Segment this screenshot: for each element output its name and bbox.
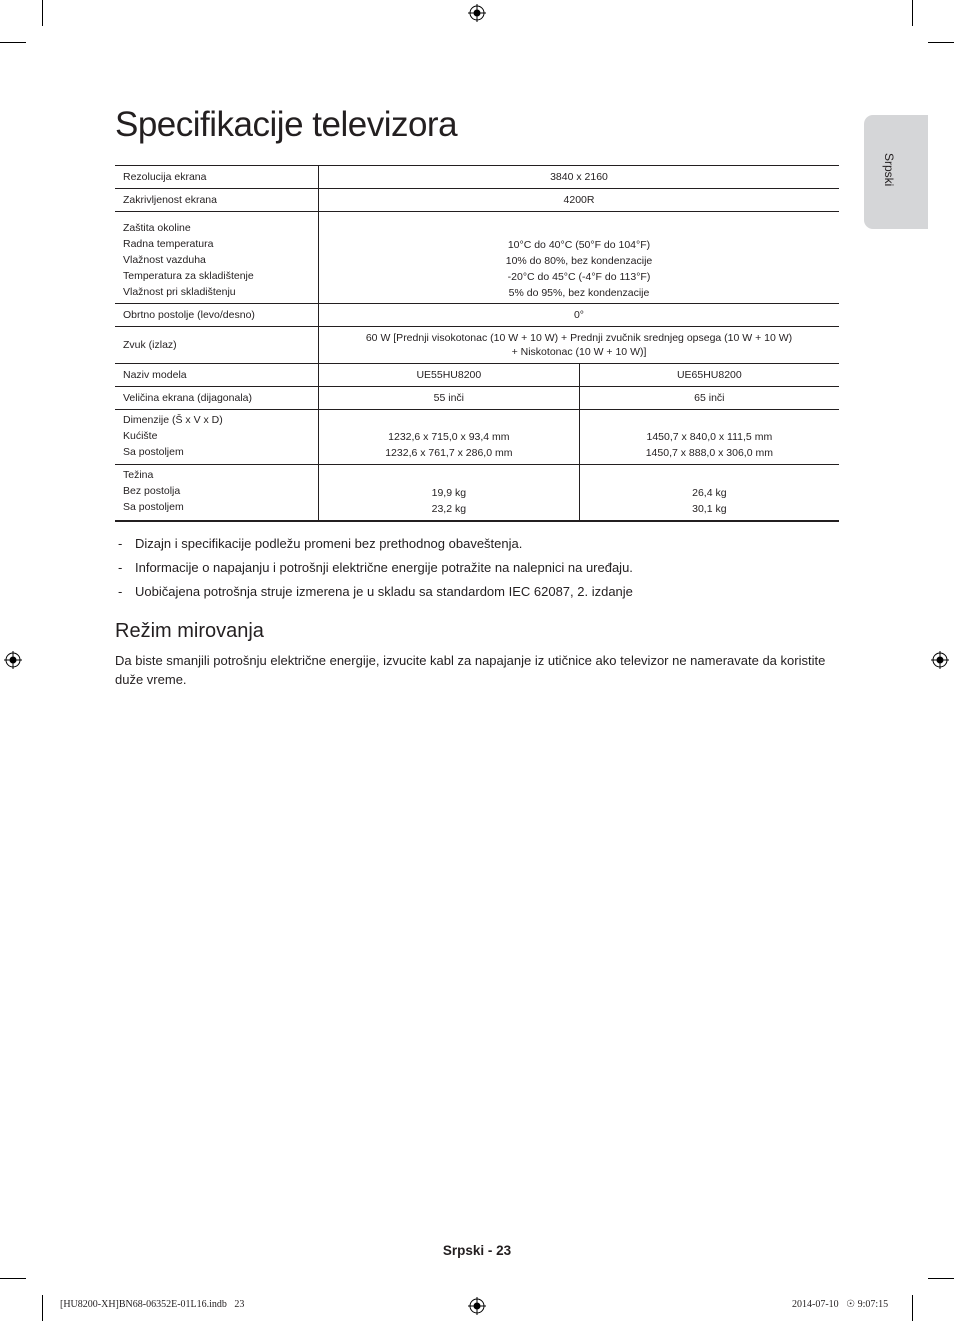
row-value-group bbox=[319, 410, 580, 465]
notes-list bbox=[115, 534, 845, 606]
row-label-group bbox=[115, 410, 319, 465]
registration-mark-icon bbox=[468, 1297, 486, 1315]
list-item bbox=[115, 558, 845, 582]
table-row bbox=[115, 465, 839, 521]
crop-mark bbox=[912, 0, 913, 26]
row-value: 5% do 95%, bez kondenzacije bbox=[508, 287, 650, 299]
row-label: Bez postolja bbox=[123, 485, 181, 497]
row-value: 10% do 80%, bez kondenzacije bbox=[505, 255, 653, 267]
page-number: Srpski - 23 bbox=[442, 1243, 512, 1258]
crop-mark bbox=[42, 0, 43, 26]
row-value: 3840 x 2160 bbox=[319, 166, 840, 189]
crop-mark bbox=[928, 42, 954, 43]
row-label: Temperatura za skladištenje bbox=[123, 270, 254, 282]
row-value: 30,1 kg bbox=[692, 502, 727, 515]
list-item bbox=[115, 582, 845, 606]
registration-mark-icon bbox=[4, 651, 22, 669]
crop-mark bbox=[0, 42, 26, 43]
row-label: Sa postoljem bbox=[123, 446, 184, 458]
bullet-dash: - bbox=[118, 584, 123, 599]
file-slug: [HU8200-XH]BN68-06352E-01L16.indb 23 bbox=[60, 1299, 245, 1310]
row-label: Zvuk (izlaz) bbox=[115, 327, 319, 364]
list-item bbox=[115, 534, 845, 558]
note-text: Dizajn i specifikacije podležu promeni bez prethodnog obaveštenja. bbox=[135, 536, 523, 551]
row-value: 19,9 kg bbox=[431, 486, 467, 499]
row-value: -20°C do 45°C (-4°F do 113°F) bbox=[507, 271, 651, 283]
row-value: 10°C do 40°C (50°F do 104°F) bbox=[507, 239, 651, 251]
row-value: 4200R bbox=[319, 189, 840, 212]
row-label: Sa postoljem bbox=[123, 501, 184, 513]
row-label: Vlažnost vazduha bbox=[123, 254, 206, 266]
row-label-group bbox=[115, 465, 319, 521]
row-label: Zakrivljenost ekrana bbox=[115, 189, 319, 212]
side-tab-label: Srpski bbox=[882, 153, 896, 187]
row-value: 1450,7 x 888,0 x 306,0 mm bbox=[645, 447, 773, 459]
row-value: 1450,7 x 840,0 x 111,5 mm bbox=[646, 431, 773, 443]
row-label: Veličina ekrana (dijagonala) bbox=[115, 387, 319, 410]
row-value: 1232,6 x 761,7 x 286,0 mm bbox=[385, 447, 513, 459]
crop-mark bbox=[42, 1295, 43, 1321]
row-label: Vlažnost pri skladištenju bbox=[123, 286, 236, 298]
crop-mark bbox=[0, 1278, 26, 1279]
row-value: UE65HU8200 bbox=[579, 364, 839, 387]
bullet-dash: - bbox=[118, 536, 123, 551]
date-slug: 2014-07-10 ☉ 9:07:15 bbox=[792, 1299, 889, 1310]
row-label: Obrtno postolje (levo/desno) bbox=[115, 304, 319, 327]
row-value: 1232,6 x 715,0 x 93,4 mm bbox=[388, 431, 510, 443]
table-row bbox=[115, 410, 839, 465]
row-value: 23,2 kg bbox=[431, 502, 467, 515]
table-row bbox=[115, 166, 839, 189]
row-label-group bbox=[115, 212, 319, 304]
note-text: Uobičajena potrošnja struje izmerena je u skladu sa standardom IEC 62087, 2. izdanje bbox=[135, 584, 633, 599]
row-label: Težina bbox=[123, 469, 154, 481]
row-value-group bbox=[579, 410, 839, 465]
row-value: + Niskotonac (10 W + 10 W)] bbox=[511, 346, 647, 358]
crop-mark bbox=[928, 1278, 954, 1279]
row-value: 55 inči bbox=[319, 387, 580, 410]
table-row bbox=[115, 327, 839, 364]
row-value: UE55HU8200 bbox=[319, 364, 580, 387]
crop-mark bbox=[912, 1295, 913, 1321]
row-value-group bbox=[579, 465, 839, 521]
row-label: Naziv modela bbox=[115, 364, 319, 387]
table-row bbox=[115, 387, 839, 410]
row-value-group bbox=[319, 327, 840, 364]
row-label: Kućište bbox=[123, 430, 158, 442]
row-label: Zaštita okoline bbox=[123, 222, 191, 234]
table-row bbox=[115, 189, 839, 212]
row-value: 65 inči bbox=[579, 387, 839, 410]
registration-mark-icon bbox=[468, 4, 486, 22]
bullet-dash: - bbox=[118, 560, 123, 575]
section-heading: Režim mirovanja bbox=[115, 620, 264, 642]
row-value-group bbox=[319, 212, 840, 304]
registration-mark-icon bbox=[931, 651, 949, 669]
row-value: 60 W [Prednji visokotonac (10 W + 10 W) + Prednji zvučnik srednjeg opsega (10 W + 10 W) bbox=[365, 332, 793, 344]
row-value: 26,4 kg bbox=[692, 486, 727, 499]
table-row bbox=[115, 304, 839, 327]
row-value-group bbox=[319, 465, 580, 521]
row-label: Rezolucija ekrana bbox=[115, 166, 319, 189]
table-row bbox=[115, 364, 839, 387]
page-title: Specifikacije televizora bbox=[115, 105, 458, 144]
language-side-tab bbox=[864, 115, 928, 229]
table-row bbox=[115, 212, 839, 304]
note-text: Informacije o napajanju i potrošnji električne energije potražite na nalepnici na uređaju. bbox=[135, 560, 633, 575]
spec-table bbox=[115, 165, 839, 522]
row-value: 0° bbox=[319, 304, 840, 327]
row-label: Dimenzije (Š x V x D) bbox=[123, 414, 223, 426]
section-paragraph: Da biste smanjili potrošnju električne energije, izvucite kabl za napajanje iz utičnice ako televizor ne nameravate da koristite duže vreme. bbox=[115, 653, 826, 687]
row-label: Radna temperatura bbox=[123, 238, 214, 250]
